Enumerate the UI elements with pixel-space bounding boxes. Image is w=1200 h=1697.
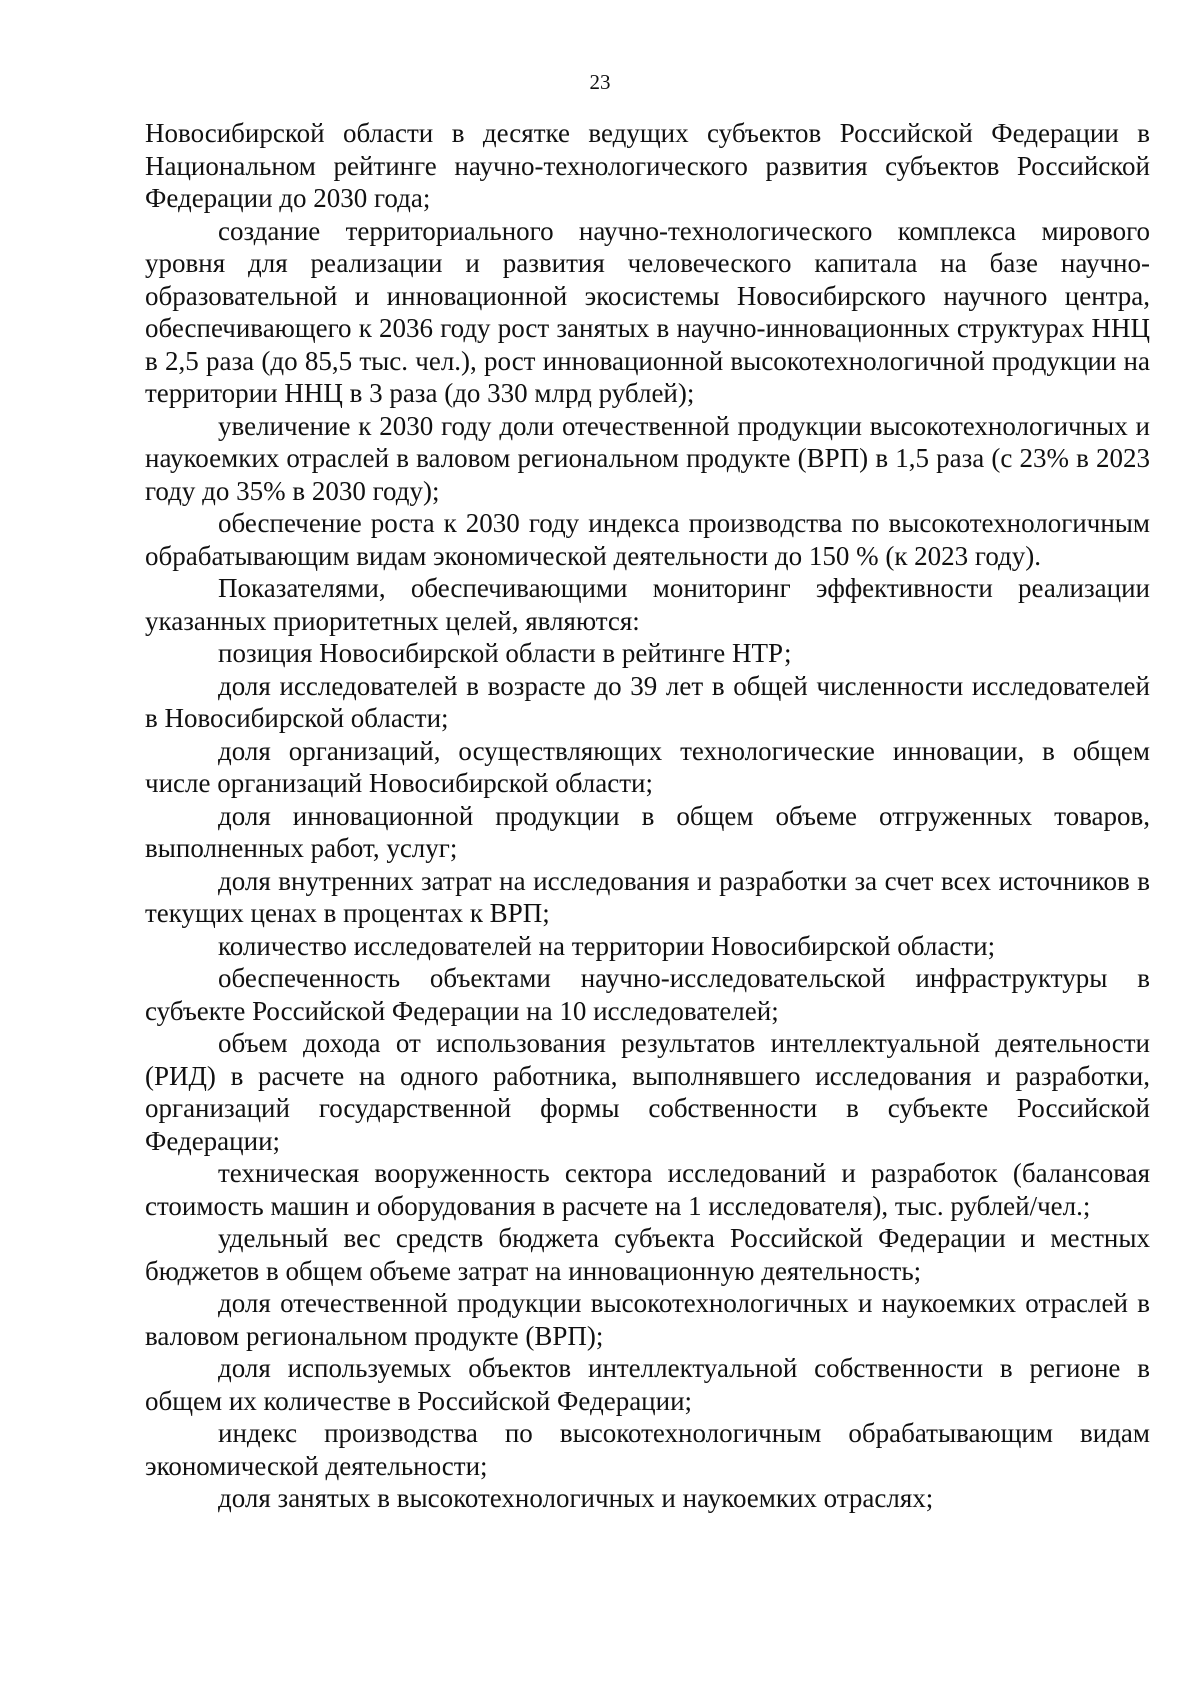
paragraph: доля исследователей в возрасте до 39 лет в общей численности исследователей в Новосибирской области; bbox=[145, 670, 1150, 733]
paragraph: Показателями, обеспечивающими мониторинг эффективности реализации указанных приоритетных целей, являются: bbox=[145, 573, 1150, 636]
paragraph: доля занятых в высокотехнологичных и наукоемких отраслях; bbox=[218, 1483, 934, 1513]
paragraph: доля используемых объектов интеллектуальной собственности в регионе в общем их количестве в Российской Федерации; bbox=[145, 1353, 1150, 1416]
paragraph: доля отечественной продукции высокотехнологичных и наукоемких отраслей в валовом региональном продукте (ВРП); bbox=[145, 1288, 1150, 1351]
paragraph: количество исследователей на территории Новосибирской области; bbox=[218, 930, 996, 961]
document-body bbox=[145, 117, 1150, 1515]
paragraph: доля внутренних затрат на исследования и разработки за счет всех источников в текущих ценах в процентах к ВРП; bbox=[145, 865, 1150, 928]
paragraph: доля организаций, осуществляющих технологические инновации, в общем числе организаций Новосибирской области; bbox=[145, 735, 1150, 798]
paragraph: обеспеченность объектами научно-исследовательской инфраструктуры в субъекте Российской Федерации на 10 исследователей; bbox=[145, 963, 1150, 1026]
paragraph: индекс производства по высокотехнологичным обрабатывающим видам экономической деятельности; bbox=[145, 1418, 1150, 1481]
paragraph: обеспечение роста к 2030 году индекса производства по высокотехнологичным обрабатывающим видам экономической деятельности до 150 % (к 2023 году). bbox=[145, 508, 1150, 571]
paragraph: удельный вес средств бюджета субъекта Российской Федерации и местных бюджетов в общем объеме затрат на инновационную деятельность; bbox=[145, 1223, 1150, 1286]
paragraph: объем дохода от использования результатов интеллектуальной деятельности (РИД) в расчете на одного работника, выполнявшего исследования и разработки, организаций государственной формы собственности в субъекте Российской Федерации; bbox=[145, 1028, 1150, 1156]
paragraph: увеличение к 2030 году доли отечественной продукции высокотехнологичных и наукоемких отраслей в валовом региональном продукте (ВРП) в 1,5 раза (с 23% в 2023 году до 35% в 2030 году); bbox=[145, 410, 1150, 506]
paragraph: Новосибирской области в десятке ведущих субъектов Российской Федерации в Национальном рейтинге научно-технологического развития субъектов Российской Федерации до 2030 года; bbox=[145, 118, 1150, 213]
paragraph: создание территориального научно-технологического комплекса мирового уровня для реализации и развития человеческого капитала на базе научно-образовательной и инновационной экосистемы Новосибирского научного центра, обеспечивающего к 2036 году рост занятых в научно-инновационных структурах ННЦ в 2,5 раза (до 85,5 тыс. чел.), рост инновационной высокотехнологичной продукции на территории ННЦ в 3 раза (до 330 млрд рублей); bbox=[145, 215, 1150, 408]
paragraph: позиция Новосибирской области в рейтинге НТР; bbox=[218, 638, 792, 668]
paragraph: доля инновационной продукции в общем объеме отгруженных товаров, выполненных работ, услуг; bbox=[145, 800, 1150, 863]
paragraph: техническая вооруженность сектора исследований и разработок (балансовая стоимость машин и оборудования в расчете на 1 исследователя), тыс. рублей/чел.; bbox=[145, 1158, 1150, 1221]
page-number: 23 bbox=[589, 70, 611, 94]
